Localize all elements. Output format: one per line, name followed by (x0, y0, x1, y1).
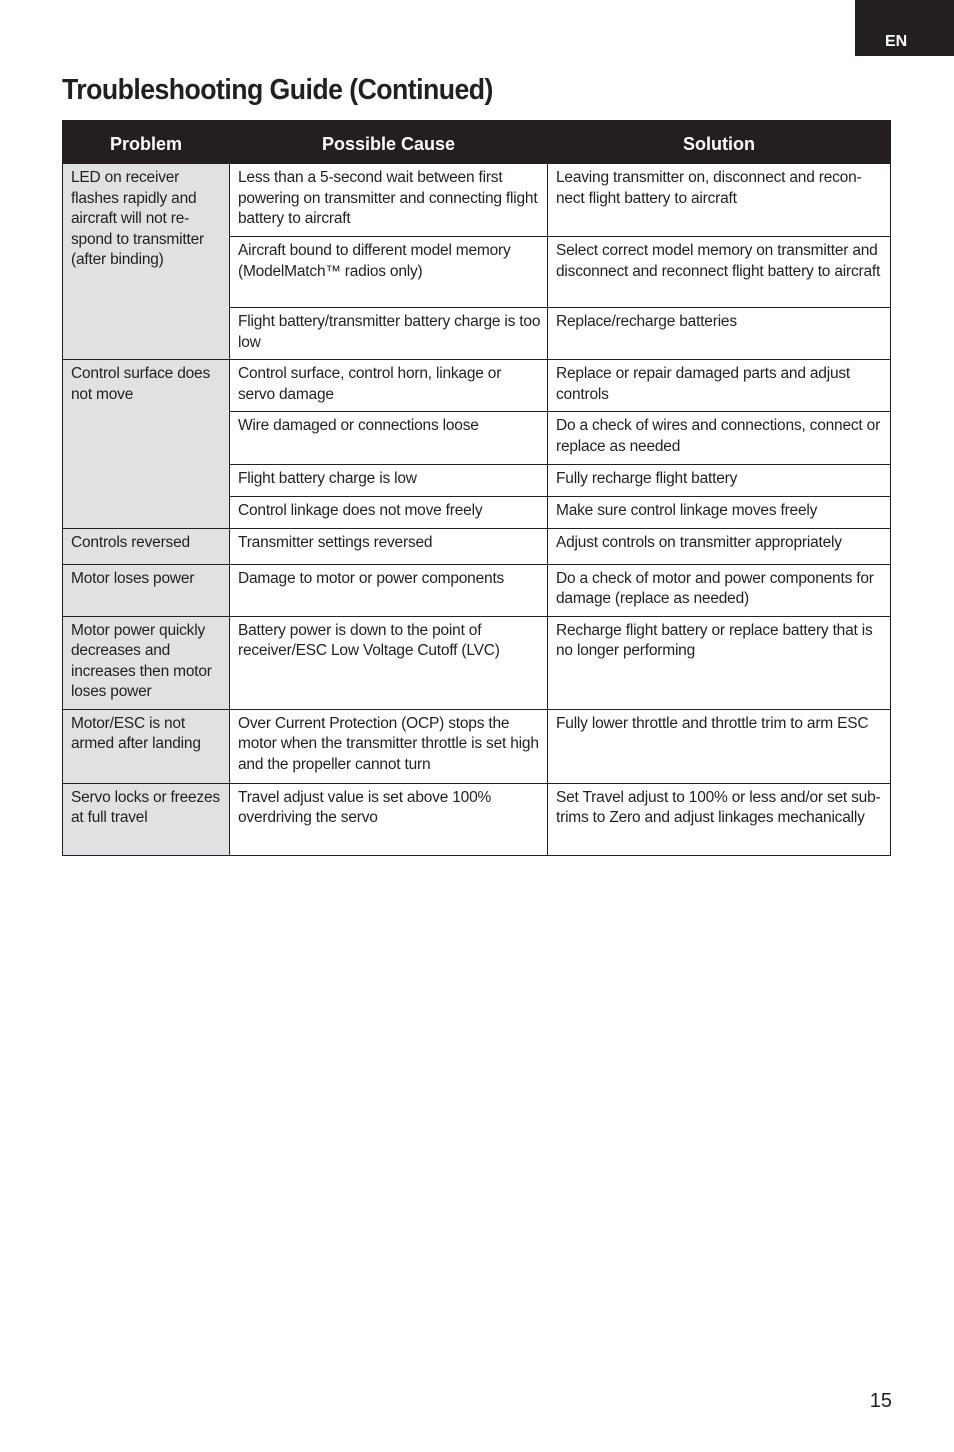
solution-cell (548, 164, 891, 237)
cause-cell (230, 360, 548, 412)
solution-cell (548, 497, 891, 529)
solution-cell (548, 616, 891, 709)
solution-text: Select correct model memory on transmitter and disconnect and reconnect flight battery to aircraft (556, 242, 881, 280)
solution-cell (548, 237, 891, 308)
problem-cell (63, 709, 230, 783)
solution-text: Leaving transmitter on, disconnect and recon-nect flight battery to aircraft (556, 169, 862, 207)
cause-text: Less than a 5-second wait between first powering on transmitter and connecting flight battery to aircraft (238, 169, 538, 227)
table-row (63, 709, 891, 783)
solution-cell (548, 308, 891, 360)
solution-text: Make sure control linkage moves freely (556, 502, 818, 519)
solution-cell (548, 783, 891, 855)
cause-text: Over Current Protection (OCP) stops the motor when the transmitter throttle is set high and the propeller cannot turn (238, 714, 539, 773)
cause-cell (230, 465, 548, 497)
solution-text: Do a check of wires and connections, connect or replace as needed (556, 417, 881, 455)
language-tab (855, 0, 954, 56)
solution-text: Replace/recharge batteries (556, 313, 737, 330)
cause-cell (230, 412, 548, 465)
table-row (63, 360, 891, 412)
language-tab-label: EN (885, 33, 908, 50)
solution-cell (548, 709, 891, 783)
solution-text: Recharge flight battery or replace battery that is no longer performing (556, 621, 873, 659)
problem-cell (63, 783, 230, 855)
table-header-row (63, 121, 891, 164)
cause-text: Flight battery/transmitter battery charge is too low (238, 313, 541, 351)
problem-cell (63, 528, 230, 564)
cause-cell (230, 308, 548, 360)
solution-text: Do a check of motor and power components for damage (replace as needed) (556, 569, 874, 607)
solution-text: Adjust controls on transmitter appropriately (556, 533, 842, 551)
solution-text: Fully recharge flight battery (556, 470, 738, 487)
problem-text: Control surface does not move (71, 365, 211, 403)
solution-cell (548, 360, 891, 412)
cause-text: Wire damaged or connections loose (238, 417, 479, 434)
cause-text: Damage to motor or power components (238, 569, 505, 587)
cause-text: Control linkage does not move freely (238, 502, 483, 519)
solution-text: Replace or repair damaged parts and adjust controls (556, 365, 851, 403)
solution-text: Fully lower throttle and throttle trim to arm ESC (556, 714, 869, 732)
problem-cell (63, 564, 230, 616)
cause-cell (230, 709, 548, 783)
cause-cell (230, 616, 548, 709)
cause-cell (230, 528, 548, 564)
problem-text: Motor power quickly decreases and increases then motor loses power (71, 621, 212, 700)
cause-cell (230, 783, 548, 855)
header-possible-cause: Possible Cause (230, 121, 548, 164)
cause-text: Travel adjust value is set above 100% overdriving the servo (238, 788, 492, 826)
problem-text: Controls reversed (71, 533, 190, 551)
cause-cell (230, 564, 548, 616)
page-title: Troubleshooting Guide (Continued) (62, 74, 493, 106)
page-number: 15 (869, 1390, 892, 1412)
problem-cell (63, 616, 230, 709)
cause-cell (230, 164, 548, 237)
table-row (63, 528, 891, 564)
solution-cell (548, 564, 891, 616)
table-row (63, 164, 891, 237)
problem-text: Motor loses power (71, 569, 195, 587)
problem-text: Servo locks or freezes at full travel (71, 788, 220, 826)
cause-cell (230, 497, 548, 529)
problem-cell (63, 164, 230, 360)
cause-text: Flight battery charge is low (238, 470, 417, 487)
problem-cell (63, 360, 230, 529)
cause-cell (230, 237, 548, 308)
table-row (63, 616, 891, 709)
cause-text: Aircraft bound to different model memory (ModelMatch™ radios only) (238, 242, 511, 280)
cause-text: Transmitter settings reversed (238, 533, 433, 551)
header-problem: Problem (63, 121, 230, 164)
solution-cell (548, 412, 891, 465)
table-row (63, 564, 891, 616)
header-solution: Solution (548, 121, 891, 164)
solution-text: Set Travel adjust to 100% or less and/or set sub-trims to Zero and adjust linkages mechanically (556, 788, 881, 826)
troubleshooting-table (62, 120, 891, 856)
cause-text: Battery power is down to the point of receiver/ESC Low Voltage Cutoff (LVC) (238, 621, 500, 659)
solution-cell (548, 465, 891, 497)
problem-text: Motor/ESC is not armed after landing (71, 714, 201, 752)
solution-cell (548, 528, 891, 564)
problem-text: LED on receiver flashes rapidly and aircraft will not re-spond to transmitter (after binding) (71, 169, 204, 268)
table-row (63, 783, 891, 855)
cause-text: Control surface, control horn, linkage or servo damage (238, 365, 502, 403)
